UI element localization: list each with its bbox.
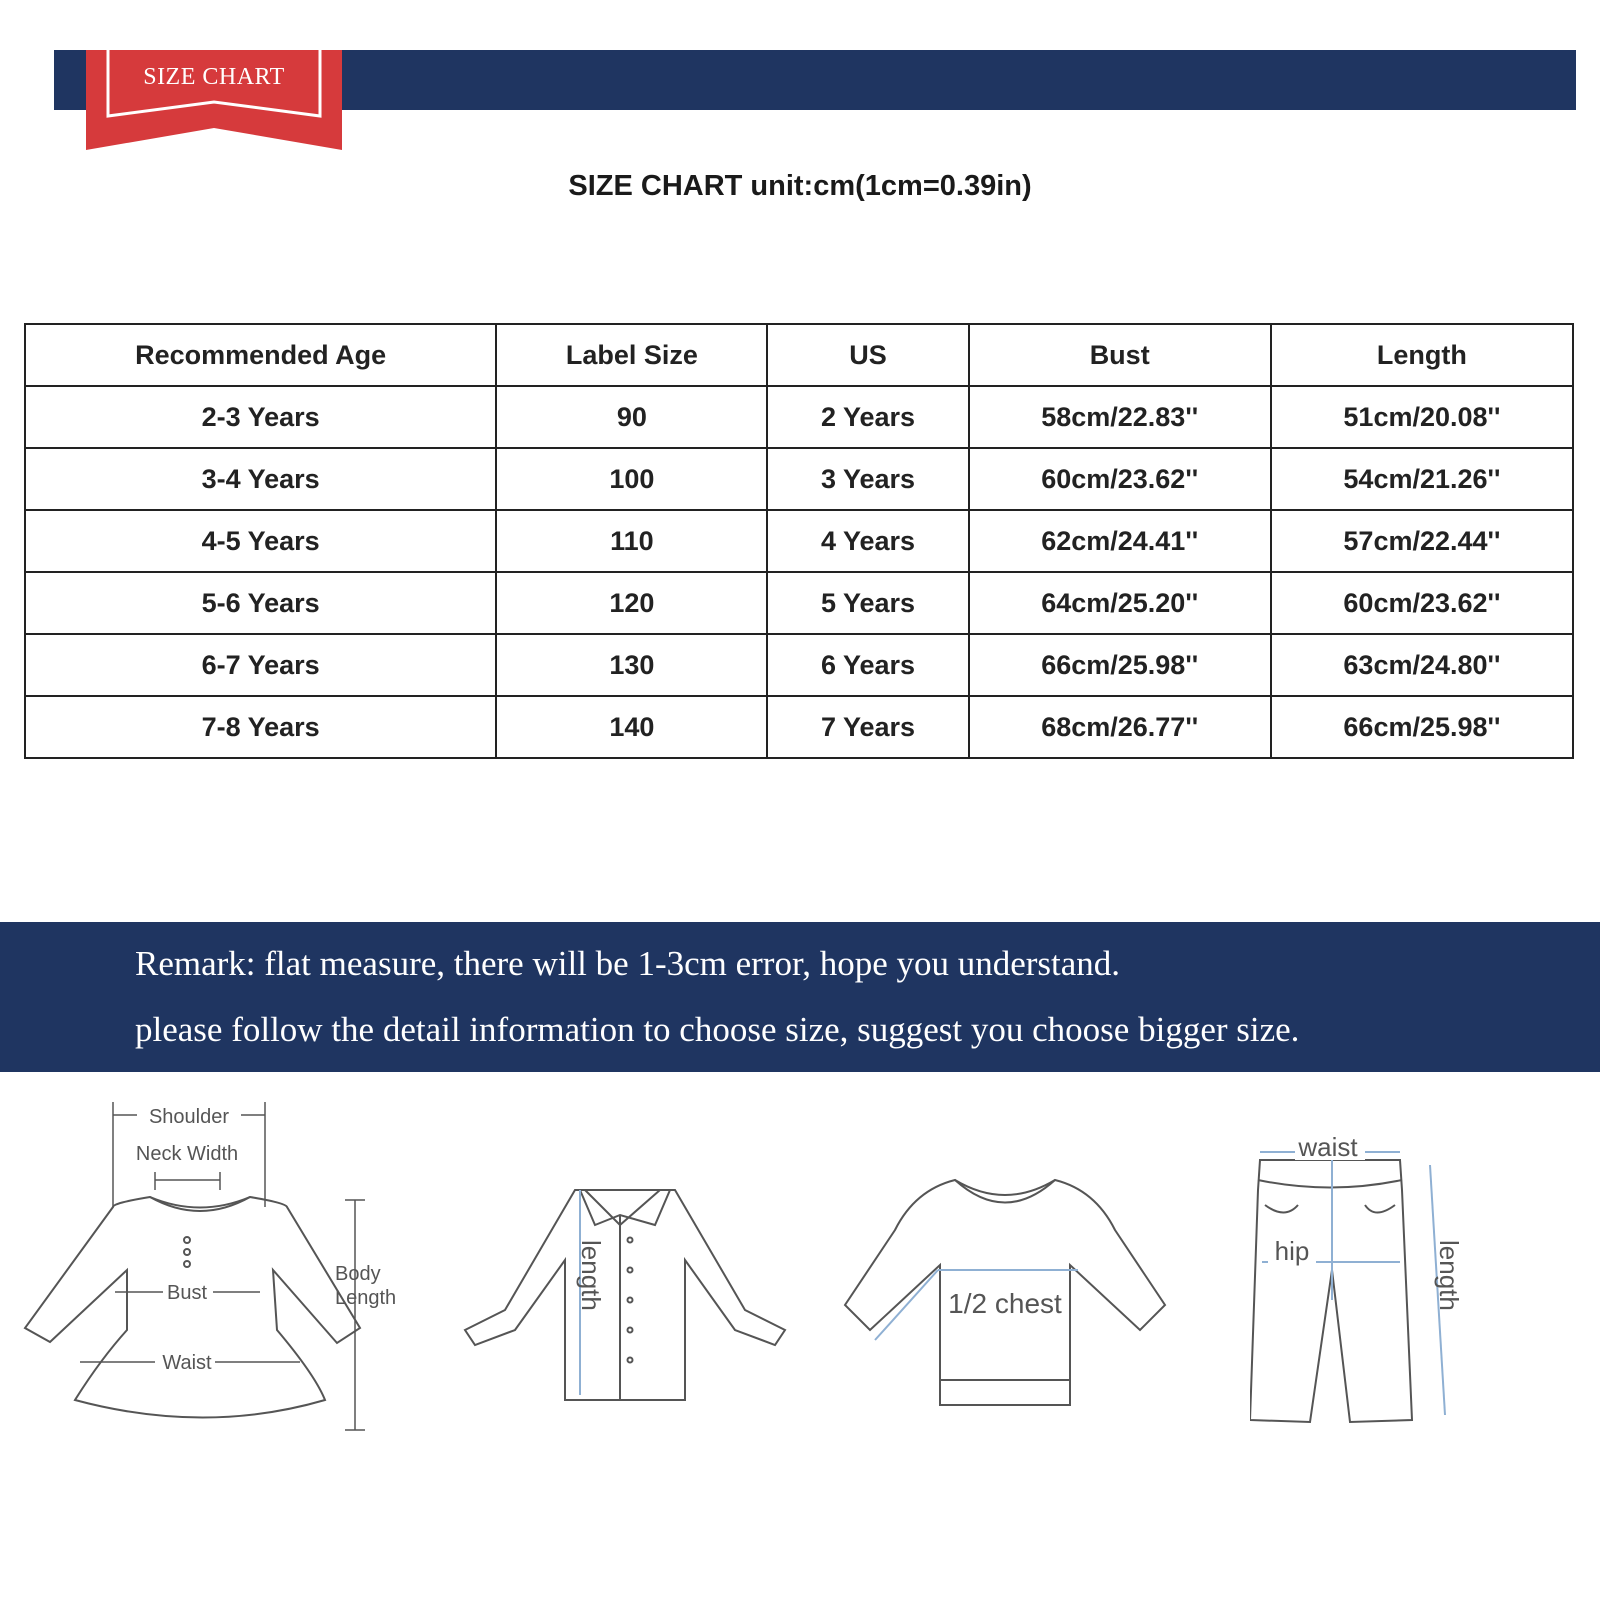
cell-age: 7-8 Years bbox=[25, 696, 496, 758]
remark-line-1: Remark: flat measure, there will be 1-3cm error, hope you understand. bbox=[135, 944, 1121, 983]
pants-hip-label: hip bbox=[1274, 1236, 1310, 1266]
cell-us: 3 Years bbox=[767, 448, 968, 510]
cell-label-size: 100 bbox=[496, 448, 767, 510]
cell-us: 4 Years bbox=[767, 510, 968, 572]
header-length: Length bbox=[1271, 324, 1573, 386]
shirt-measure-diagram bbox=[455, 1170, 805, 1410]
cell-length: 66cm/25.98'' bbox=[1271, 696, 1573, 758]
badge-label: SIZE CHART bbox=[143, 64, 285, 90]
table-row bbox=[25, 572, 1573, 634]
table-row bbox=[25, 696, 1573, 758]
cell-length: 63cm/24.80'' bbox=[1271, 634, 1573, 696]
header-bust: Bust bbox=[969, 324, 1271, 386]
cell-label-size: 90 bbox=[496, 386, 767, 448]
sweater-measure-diagram bbox=[830, 1170, 1190, 1410]
cell-us: 6 Years bbox=[767, 634, 968, 696]
cell-age: 2-3 Years bbox=[25, 386, 496, 448]
waist-label: Waist bbox=[162, 1352, 212, 1374]
pants-waist-label: waist bbox=[1298, 1132, 1358, 1162]
bust-label: Bust bbox=[166, 1282, 208, 1304]
cell-bust: 66cm/25.98'' bbox=[969, 634, 1271, 696]
body-length-label-2: Length bbox=[335, 1287, 397, 1309]
cell-length: 60cm/23.62'' bbox=[1271, 572, 1573, 634]
cell-us: 2 Years bbox=[767, 386, 968, 448]
shoulder-label: Shoulder bbox=[148, 1106, 230, 1128]
table-row bbox=[25, 510, 1573, 572]
header-label-size: Label Size bbox=[496, 324, 767, 386]
dress-measure-diagram bbox=[15, 1100, 415, 1450]
cell-us: 5 Years bbox=[767, 572, 968, 634]
cell-bust: 68cm/26.77'' bbox=[969, 696, 1271, 758]
table-row bbox=[25, 634, 1573, 696]
table-header-row bbox=[25, 324, 1573, 386]
size-chart-badge bbox=[86, 50, 342, 150]
cell-label-size: 110 bbox=[496, 510, 767, 572]
cell-label-size: 130 bbox=[496, 634, 767, 696]
cell-bust: 64cm/25.20'' bbox=[969, 572, 1271, 634]
shirt-length-label: length bbox=[576, 1240, 606, 1311]
cell-age: 3-4 Years bbox=[25, 448, 496, 510]
pants-measure-diagram bbox=[1250, 1120, 1500, 1430]
header-us: US bbox=[767, 324, 968, 386]
header-recommended-age: Recommended Age bbox=[25, 324, 496, 386]
cell-us: 7 Years bbox=[767, 696, 968, 758]
cell-age: 6-7 Years bbox=[25, 634, 496, 696]
cell-age: 5-6 Years bbox=[25, 572, 496, 634]
cell-bust: 58cm/22.83'' bbox=[969, 386, 1271, 448]
table-row bbox=[25, 448, 1573, 510]
page-title: SIZE CHART unit:cm(1cm=0.39in) bbox=[568, 170, 1032, 202]
cell-age: 4-5 Years bbox=[25, 510, 496, 572]
size-table bbox=[24, 323, 1574, 759]
cell-bust: 62cm/24.41'' bbox=[969, 510, 1271, 572]
remark-banner bbox=[0, 922, 1600, 1072]
cell-length: 57cm/22.44'' bbox=[1271, 510, 1573, 572]
neck-width-label: Neck Width bbox=[135, 1143, 239, 1165]
table-row bbox=[25, 386, 1573, 448]
cell-length: 54cm/21.26'' bbox=[1271, 448, 1573, 510]
body-length-label: Body bbox=[335, 1263, 381, 1285]
cell-label-size: 120 bbox=[496, 572, 767, 634]
cell-label-size: 140 bbox=[496, 696, 767, 758]
cell-bust: 60cm/23.62'' bbox=[969, 448, 1271, 510]
cell-length: 51cm/20.08'' bbox=[1271, 386, 1573, 448]
remark-line-2: please follow the detail information to choose size, suggest you choose bigger size. bbox=[135, 1010, 1300, 1049]
pants-length-label: length bbox=[1434, 1240, 1464, 1311]
chest-label: 1/2 chest bbox=[948, 1288, 1062, 1319]
